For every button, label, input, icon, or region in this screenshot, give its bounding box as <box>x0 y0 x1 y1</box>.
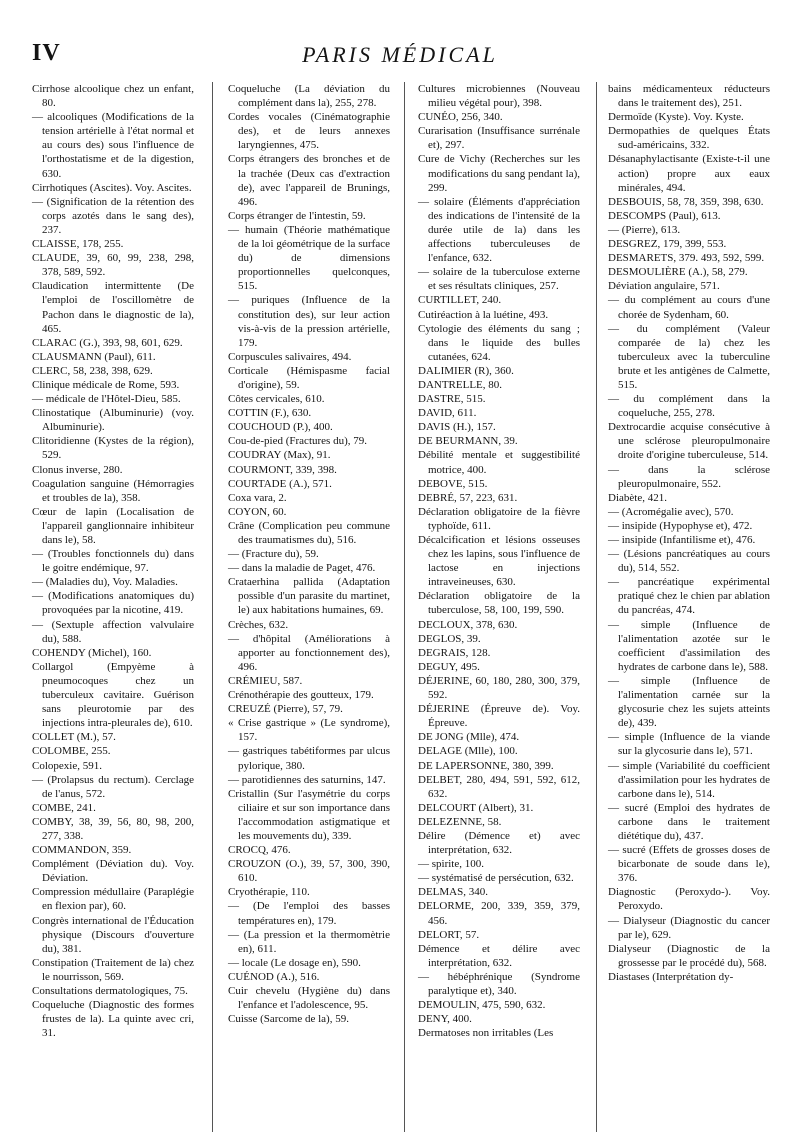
index-entry: — simple (Influence de l'alimentation carnée sur la glycosurie chez les sujets atteints de), 439. <box>608 674 770 730</box>
index-entry: Clonus inverse, 280. <box>32 463 123 476</box>
index-entry: DELORME, 200, 339, 359, 379, 456. <box>418 900 580 927</box>
index-entry: — (Troubles fonctionnels du) dans le goitre endémique, 97. <box>32 548 194 575</box>
index-entry: Cure de Vichy (Recherches sur les modifications du sang pendant la), 299. <box>418 153 580 194</box>
index-entry: Compression médullaire (Paraplégie en flexion par), 60. <box>32 886 194 913</box>
index-entry: Consultations dermatologiques, 75. <box>32 985 188 997</box>
index-entry: Diabète, 421. <box>608 491 667 504</box>
index-entry: Cou-de-pied (Fractures du), 79. <box>228 435 367 448</box>
index-entry: — dans la maladie de Paget, 476. <box>228 562 376 575</box>
index-entry: — spirite, 100. <box>418 858 484 871</box>
index-entry: DE LAPERSONNE, 380, 399. <box>418 759 554 772</box>
index-entry: — du complément dans la coqueluche, 255, 278. <box>608 393 770 420</box>
index-entry: COHENDY (Michel), 160. <box>32 646 152 659</box>
index-entry: — Dialyseur (Diagnostic du cancer par le), 629. <box>608 914 770 941</box>
index-entry: COURMONT, 339, 398. <box>228 463 337 476</box>
index-entry: Claudication intermittente (De l'emploi de l'oscillomètre de Pachon dans le diagnostic de la), 465. <box>32 280 194 335</box>
index-entry: DESMARETS, 379. 493, 592, 599. <box>608 252 765 265</box>
index-entry: Cordes vocales (Cinématographie des), et de leurs annexes laryngiennes, 475. <box>228 111 390 152</box>
index-entry: DE JONG (Mlle), 474. <box>418 731 520 744</box>
index-entry: DELCOURT (Albert), 31. <box>418 801 534 814</box>
index-entry: Cytologie des éléments du sang ; dans le liquide des bulles cutanées, 624. <box>418 322 580 363</box>
index-entry: COUCHOUD (P.), 400. <box>228 421 333 434</box>
index-entry: DASTRE, 515. <box>418 393 486 406</box>
index-entry: bains médicamenteux réducteurs dans le traitement des), 251. <box>608 83 770 110</box>
index-entry: DAVID, 611. <box>418 407 477 420</box>
index-entry: Dialyseur (Diagnostic de la grossesse par le procédé du), 568. <box>608 942 770 969</box>
index-entry: Corpuscules salivaires, 494. <box>228 350 352 363</box>
index-entry: DESMOULIÈRE (A.), 58, 279. <box>608 266 748 279</box>
index-entry: — (Lésions pancréatiques au cours du), 514, 552. <box>608 548 770 575</box>
index-entry: — alcooliques (Modifications de la tension artérielle à l'état normal et au cours des) sous l'influence de l'orthostatisme et de la digestion, 630. <box>32 111 194 180</box>
index-entry: Diastases (Interprétation dy- <box>608 970 734 983</box>
index-entry: Côtes cervicales, 610. <box>228 393 325 406</box>
index-entry: — puriques (Influence de la constitution des), sur leur action vis-à-vis de la pression artérielle, 179. <box>228 294 390 349</box>
index-entry: — solaire de la tuberculose externe et ses résultats cliniques, 257. <box>418 266 580 293</box>
index-entry: — locale (Le dosage en), 590. <box>228 956 361 969</box>
index-entry: Désanaphylactisante (Existe-t-il une action) propre aux eaux minérales, 494. <box>608 153 770 194</box>
index-entry: — (Signification de la rétention des corps azotés dans le sang des), 237. <box>32 195 194 236</box>
index-entry: CRÉMIEU, 587. <box>228 674 303 687</box>
index-entry: COLOMBE, 255. <box>32 745 111 758</box>
index-entry: — (Acromégalie avec), 570. <box>608 505 734 518</box>
index-entry: CLAISSE, 178, 255. <box>32 238 124 251</box>
index-entry: COURTADE (A.), 571. <box>228 477 332 490</box>
index-entry: — gastriques tabétiformes par ulcus pylorique, 380. <box>228 745 390 772</box>
index-entry: — (Fracture du), 59. <box>228 548 319 561</box>
index-entry: Déviation angulaire, 571. <box>608 280 720 293</box>
index-column-3 <box>418 82 580 1040</box>
index-entry: — médicale de l'Hôtel-Dieu, 585. <box>32 393 181 406</box>
index-entry: COYON, 60. <box>228 505 287 518</box>
index-entry: Dextrocardie acquise consécutive à une sclérose pleuropulmonaire droite d'origine tuberculeuse, 514. <box>608 421 770 462</box>
index-entry: Crèches, 632. <box>228 618 289 631</box>
index-entry: DEGUY, 495. <box>418 660 480 673</box>
index-entry: CURTILLET, 240. <box>418 294 502 307</box>
index-column-2 <box>228 82 390 1026</box>
index-entry: DESBOUIS, 58, 78, 359, 398, 630. <box>608 195 764 208</box>
page-header <box>30 38 770 74</box>
index-entry: Cutiréaction à la luétine, 493. <box>418 308 549 321</box>
index-entry: DECLOUX, 378, 630. <box>418 618 518 631</box>
page-number: IV <box>32 40 61 66</box>
index-entry: Complément (Déviation du). Voy. Déviation. <box>32 858 194 885</box>
index-entry: — du complément (Valeur comparée de la) chez les tuberculeux avec la tuberculine brute et les antigènes de Calmette, 515. <box>608 322 770 391</box>
index-entry: DELEZENNE, 58. <box>418 815 502 828</box>
index-entry: — d'hôpital (Améliorations à apporter au fonctionnement des), 496. <box>228 632 390 673</box>
index-entry: Dermopathies de quelques États sud-américains, 332. <box>608 125 770 152</box>
index-entry: « Crise gastrique » (Le syndrome), 157. <box>228 717 390 744</box>
index-entry: DALIMIER (R), 360. <box>418 364 514 377</box>
index-entry: CUÉNOD (A.), 516. <box>228 970 320 983</box>
index-entry: Coxa vara, 2. <box>228 491 287 504</box>
index-entry: — parotidiennes des saturnins, 147. <box>228 773 386 786</box>
index-entry: Crâne (Complication peu commune des traumatismes du), 516. <box>228 519 390 546</box>
index-entry: — dans la sclérose pleuropulmonaire, 552. <box>608 463 770 490</box>
index-entry: DENY, 400. <box>418 1013 472 1026</box>
index-entry: — (Modifications anatomiques du) provoquées par la nicotine, 419. <box>32 590 194 617</box>
index-entry: DELORT, 57. <box>418 928 480 941</box>
index-entry: CUNÉO, 256, 340. <box>418 111 503 124</box>
index-entry: DÉJERINE (Épreuve de). Voy. Épreuve. <box>418 703 580 730</box>
index-entry: — simple (Influence de la viande sur la glycosurie dans le), 571. <box>608 731 770 758</box>
index-entry: DELBET, 280, 494, 591, 592, 612, 632. <box>418 773 580 800</box>
index-entry: — (Sextuple affection valvulaire du), 588. <box>32 618 194 645</box>
index-entry: DEBRÉ, 57, 223, 631. <box>418 491 518 504</box>
index-entry: DEMOULIN, 475, 590, 632. <box>418 999 546 1012</box>
index-entry: CLAUSMANN (Paul), 611. <box>32 350 156 363</box>
index-entry: Congrès international de l'Éducation physique (Discours d'ouverture du), 381. <box>32 914 194 955</box>
index-entry: — (Maladies du), Voy. Maladies. <box>32 576 178 589</box>
index-entry: Coqueluche (La déviation du complément dans la), 255, 278. <box>228 83 390 110</box>
index-column-4 <box>608 82 770 984</box>
index-entry: CLARAC (G.), 393, 98, 601, 629. <box>32 336 183 349</box>
index-entry: Colopexie, 591. <box>32 759 102 772</box>
index-entry: — (La pression et la thermomètrie en), 611. <box>228 928 390 955</box>
index-entry: Cryothérapie, 110. <box>228 886 310 899</box>
index-entry: Crénothérapie des goutteux, 179. <box>228 689 374 702</box>
index-entry: Cuir chevelu (Hygiène du) dans l'enfance et l'adolescence, 95. <box>228 985 390 1012</box>
index-entry: COUDRAY (Max), 91. <box>228 449 331 462</box>
index-entry: — simple (Variabilité du coefficient d'assimilation pour les hydrates de carbone dans le), 514. <box>608 759 770 800</box>
index-entry: Cristallin (Sur l'asymétrie du corps ciliaire et sur son importance dans l'accommodation astigmatique et les mouvements du), 339. <box>228 787 390 842</box>
index-entry: DANTRELLE, 80. <box>418 378 503 391</box>
index-entry: Cultures microbiennes (Nouveau milieu végétal pour), 398. <box>418 83 580 110</box>
index-entry: CREUZÉ (Pierre), 57, 79. <box>228 703 343 716</box>
index-entry: DEBOVE, 515. <box>418 477 488 490</box>
index-entry: COMMANDON, 359. <box>32 844 132 857</box>
index-entry: Déclaration obligatoire de la tuberculose, 58, 100, 199, 590. <box>418 590 580 617</box>
index-entry: Corticale (Hémispasme facial d'origine), 59. <box>228 364 390 391</box>
index-entry: Corps étranger de l'intestin, 59. <box>228 209 366 222</box>
index-entry: Cirrhose alcoolique chez un enfant, 80. <box>32 83 194 110</box>
index-entry: CROCQ, 476. <box>228 844 291 857</box>
index-entry: — simple (Influence de l'alimentation azotée sur le coefficient d'assimilation des hydrates de carbone dans le), 588. <box>608 618 770 673</box>
index-entry: Corps étrangers des bronches et de la trachée (Deux cas d'extraction de), avec l'appareil de Brunings, 496. <box>228 153 390 208</box>
index-entry: DE BEURMANN, 39. <box>418 435 518 448</box>
index-entry: DESGREZ, 179, 399, 553. <box>608 238 727 251</box>
index-entry: Coqueluche (Diagnostic des formes frustes de la). La quinte avec cri, 31. <box>32 999 194 1040</box>
index-entry: DELAGE (Mlle), 100. <box>418 745 518 758</box>
index-entry: — humain (Théorie mathématique de la loi géométrique de la surface du) de dimensions proportionnelles quelconques, 515. <box>228 223 390 293</box>
index-entry: Dermatoses non irritables (Les <box>418 1027 554 1040</box>
index-entry: Crataerhina pallida (Adaptation possible d'un parasite du martinet, le) aux habitations humaines, 69. <box>228 576 390 617</box>
index-entry: Cirrhotiques (Ascites). Voy. Ascites. <box>32 181 192 194</box>
index-entry: — (Prolapsus du rectum). Cerclage de l'anus, 572. <box>32 773 194 800</box>
index-entry: Décalcification et lésions osseuses chez les lapins, sous l'influence de lactose en injections intraveineuses, 630. <box>418 534 580 589</box>
index-entry: COTTIN (F.), 630. <box>228 407 312 420</box>
index-entry: Cœur de lapin (Localisation de l'appareil ganglionnaire inhibiteur dans le), 58. <box>32 505 194 546</box>
index-entry: Curarisation (Insuffisance surrénale et), 297. <box>418 125 580 152</box>
index-entry: DELMAS, 340. <box>418 886 488 899</box>
index-entry: DEGRAIS, 128. <box>418 646 491 659</box>
index-entry: Délire (Démence et) avec interprétation, 632. <box>418 829 580 857</box>
index-entry: DEGLOS, 39. <box>418 632 481 645</box>
index-entry: Cuisse (Sarcome de la), 59. <box>228 1013 349 1026</box>
index-entry: Démence et délire avec interprétation, 632. <box>418 942 580 969</box>
index-entry: — insipide (Hypophyse et), 472. <box>608 519 753 532</box>
column-rule <box>212 82 213 1132</box>
index-entry: — hébéphrénique (Syndrome paralytique et), 340. <box>418 970 580 997</box>
index-entry: — sucré (Emploi des hydrates de carbone dans le traitement diététique du), 437. <box>608 801 770 842</box>
column-rule <box>404 82 405 1132</box>
index-entry: — sucré (Effets de grosses doses de bicarbonate de soude dans le), 376. <box>608 844 770 885</box>
index-entry: Clitoridienne (Kystes de la région), 529. <box>32 435 194 462</box>
index-entry: COMBY, 38, 39, 56, 80, 98, 200, 277, 338. <box>32 815 194 842</box>
index-entry: Clinique médicale de Rome, 593. <box>32 378 180 391</box>
index-entry: Déclaration obligatoire de la fièvre typhoïde, 611. <box>418 505 580 532</box>
index-entry: Coagulation sanguine (Hémorragies et troubles de la), 358. <box>32 477 194 504</box>
index-entry: — (Pierre), 613. <box>608 223 681 236</box>
index-entry: Collargol (Empyème à pneumocoques chez un tuberculeux cavitaire. Guérison sans pleurotomie par des injections intra-pleurales de), 610. <box>32 660 194 730</box>
index-entry: — (De l'emploi des basses températures en), 179. <box>228 900 390 927</box>
index-entry: CLAUDE, 39, 60, 99, 238, 298, 378, 589, 592. <box>32 252 194 279</box>
index-entry: Dermoïde (Kyste). Voy. Kyste. <box>608 111 744 124</box>
index-entry: Constipation (Traitement de la) chez le nourrisson, 569. <box>32 956 194 983</box>
index-entry: DAVIS (H.), 157. <box>418 421 496 434</box>
index-entry: — pancréatique expérimental pratiqué chez le chien par ablation du pancréas, 474. <box>608 576 770 617</box>
index-entry: DESCOMPS (Paul), 613. <box>608 209 721 222</box>
index-entry: — solaire (Éléments d'appréciation des indications de l'intensité de la durée utile de la) dans les affections tuberculeuses de l'enfance, 632. <box>418 195 580 265</box>
index-entry: DÉJERINE, 60, 180, 280, 300, 379, 592. <box>418 674 580 702</box>
index-entry: COMBE, 241. <box>32 801 96 814</box>
index-columns <box>32 82 780 1132</box>
index-column-1 <box>32 82 194 1040</box>
index-entry: CLERC, 58, 238, 398, 629. <box>32 364 153 377</box>
index-entry: Débilité mentale et suggestibilité motrice, 400. <box>418 449 580 476</box>
index-entry: — du complément au cours d'une chorée de Sydenham, 60. <box>608 294 770 321</box>
column-rule <box>596 82 597 1132</box>
index-entry: — systématisé de persécution, 632. <box>418 872 574 885</box>
index-entry: — insipide (Infantilisme et), 476. <box>608 534 756 546</box>
index-entry: COLLET (M.), 57. <box>32 731 116 744</box>
index-entry: Diagnostic (Peroxydo-). Voy. Peroxydo. <box>608 886 770 913</box>
running-title: PARIS MÉDICAL <box>302 42 498 67</box>
index-entry: CROUZON (O.), 39, 57, 300, 390, 610. <box>228 858 390 885</box>
index-entry: Clinostatique (Albuminurie) (voy. Albuminurie). <box>32 407 194 434</box>
